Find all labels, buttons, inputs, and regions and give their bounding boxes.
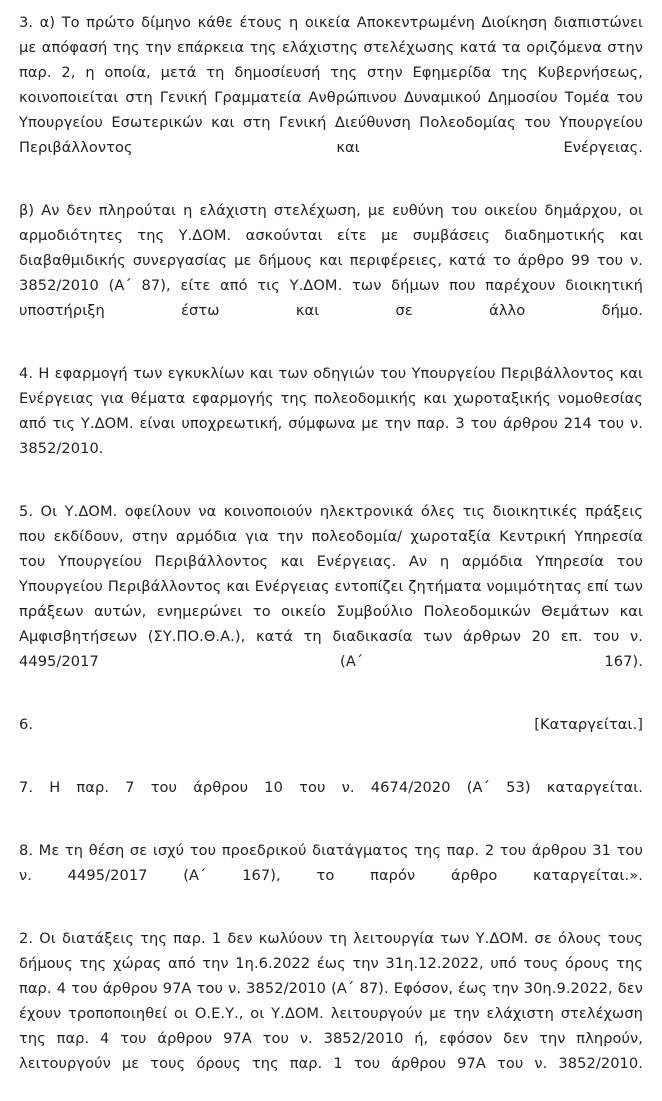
paragraph-5: 5. Οι Υ.ΔΟΜ. οφείλουν να κοινοποιούν ηλεκτρονικά όλες τις διοικητικές πράξεις που εκδίδουν, στην αρμόδια για την πολεοδομία/ χωροταξία Κεντρική Υπηρεσία του Υπουργείου Περιβάλλοντος και Ενέργειας. Αν η αρμόδια Υπηρεσία του Υπουργείου Περιβάλλοντος και Ενέργειας εντοπίζει ζητήματα νομιμότητας επί των πράξεων αυτών, ενημερώνει το οικείο Συμβούλιο Πολεοδομικών Θεμάτων και Αμφισβητήσεων (ΣΥ.ΠΟ.Θ.Α.), κατά τη διαδικασία των άρθρων 20 επ. του ν. 4495/2017 (Α΄ 167). (19, 503, 643, 670)
paragraph-2: 2. Οι διατάξεις της παρ. 1 δεν κωλύουν τη λειτουργία των Υ.ΔΟΜ. σε όλους τους δήμους της χώρας από την 1η.6.2022 έως την 31η.12.2022, υπό τους όρους της παρ. 4 του άρθρου 97Α του ν. 3852/2010 (Α΄ 87). Εφόσον, έως την 30η.9.2022, δεν έχουν τροποποιηθεί οι Ο.Ε.Υ., οι Υ.ΔΟΜ. λειτουργούν με την ελάχιστη στελέχωση της παρ. 4 του άρθρου 97Α του ν. 3852/2010 ή, εφόσον δεν την πληρούν, λειτουργούν με τους όρους της παρ. 1 του άρθρου 97Α του ν. 3852/2010. (19, 930, 643, 1072)
paragraph-7: 7. Η παρ. 7 του άρθρου 10 του ν. 4674/2020 (Α΄ 53) καταργείται. (19, 779, 643, 796)
paragraph-3b: β) Αν δεν πληρούται η ελάχιστη στελέχωση, με ευθύνη του οικείου δημάρχου, οι αρμοδιότητες της Υ.ΔΟΜ. ασκούνται είτε με συμβάσεις διαδημοτικής και διαβαθμιδικής συνεργασίας με δήμους και περιφέρειες, κατά το άρθρο 99 του ν. 3852/2010 (Α΄ 87), είτε από τις Υ.ΔΟΜ. των δήμων που παρέχουν διοικητική υποστήριξη έστω και σε άλλο δήμο. (19, 202, 643, 319)
paragraph-6: 6. [Καταργείται.] (19, 716, 643, 733)
paragraph-3a: 3. α) Το πρώτο δίμηνο κάθε έτους η οικεία Αποκεντρωμένη Διοίκηση διαπιστώνει με απόφασή της την επάρκεια της ελάχιστης στελέχωσης κατά τα οριζόμενα στην παρ. 2, η οποία, μετά τη δημοσίευσή της στην Εφημερίδα της Κυβερνήσεως, κοινοποιείται στη Γενική Γραμματεία Ανθρώπινου Δυναμικού Δημοσίου Τομέα του Υπουργείου Εσωτερικών και στη Γενική Διεύθυνση Πολεοδομίας του Υπουργείου Περιβάλλοντος και Ενέργειας. (19, 14, 643, 156)
paragraph-4: 4. Η εφαρμογή των εγκυκλίων και των οδηγιών του Υπουργείου Περιβάλλοντος και Ενέργειας για θέματα εφαρμογής της πολεοδομικής και χωροταξικής νομοθεσίας από τις Υ.ΔΟΜ. είναι υποχρεωτική, σύμφωνα με την παρ. 3 του άρθρου 214 του ν. 3852/2010. (19, 365, 643, 457)
paragraph-8: 8. Με τη θέση σε ισχύ του προεδρικού διατάγματος της παρ. 2 του άρθρου 31 του ν. 4495/2017 (Α΄ 167), το παρόν άρθρο καταργείται.». (19, 842, 643, 884)
document-body (19, 10, 643, 1101)
